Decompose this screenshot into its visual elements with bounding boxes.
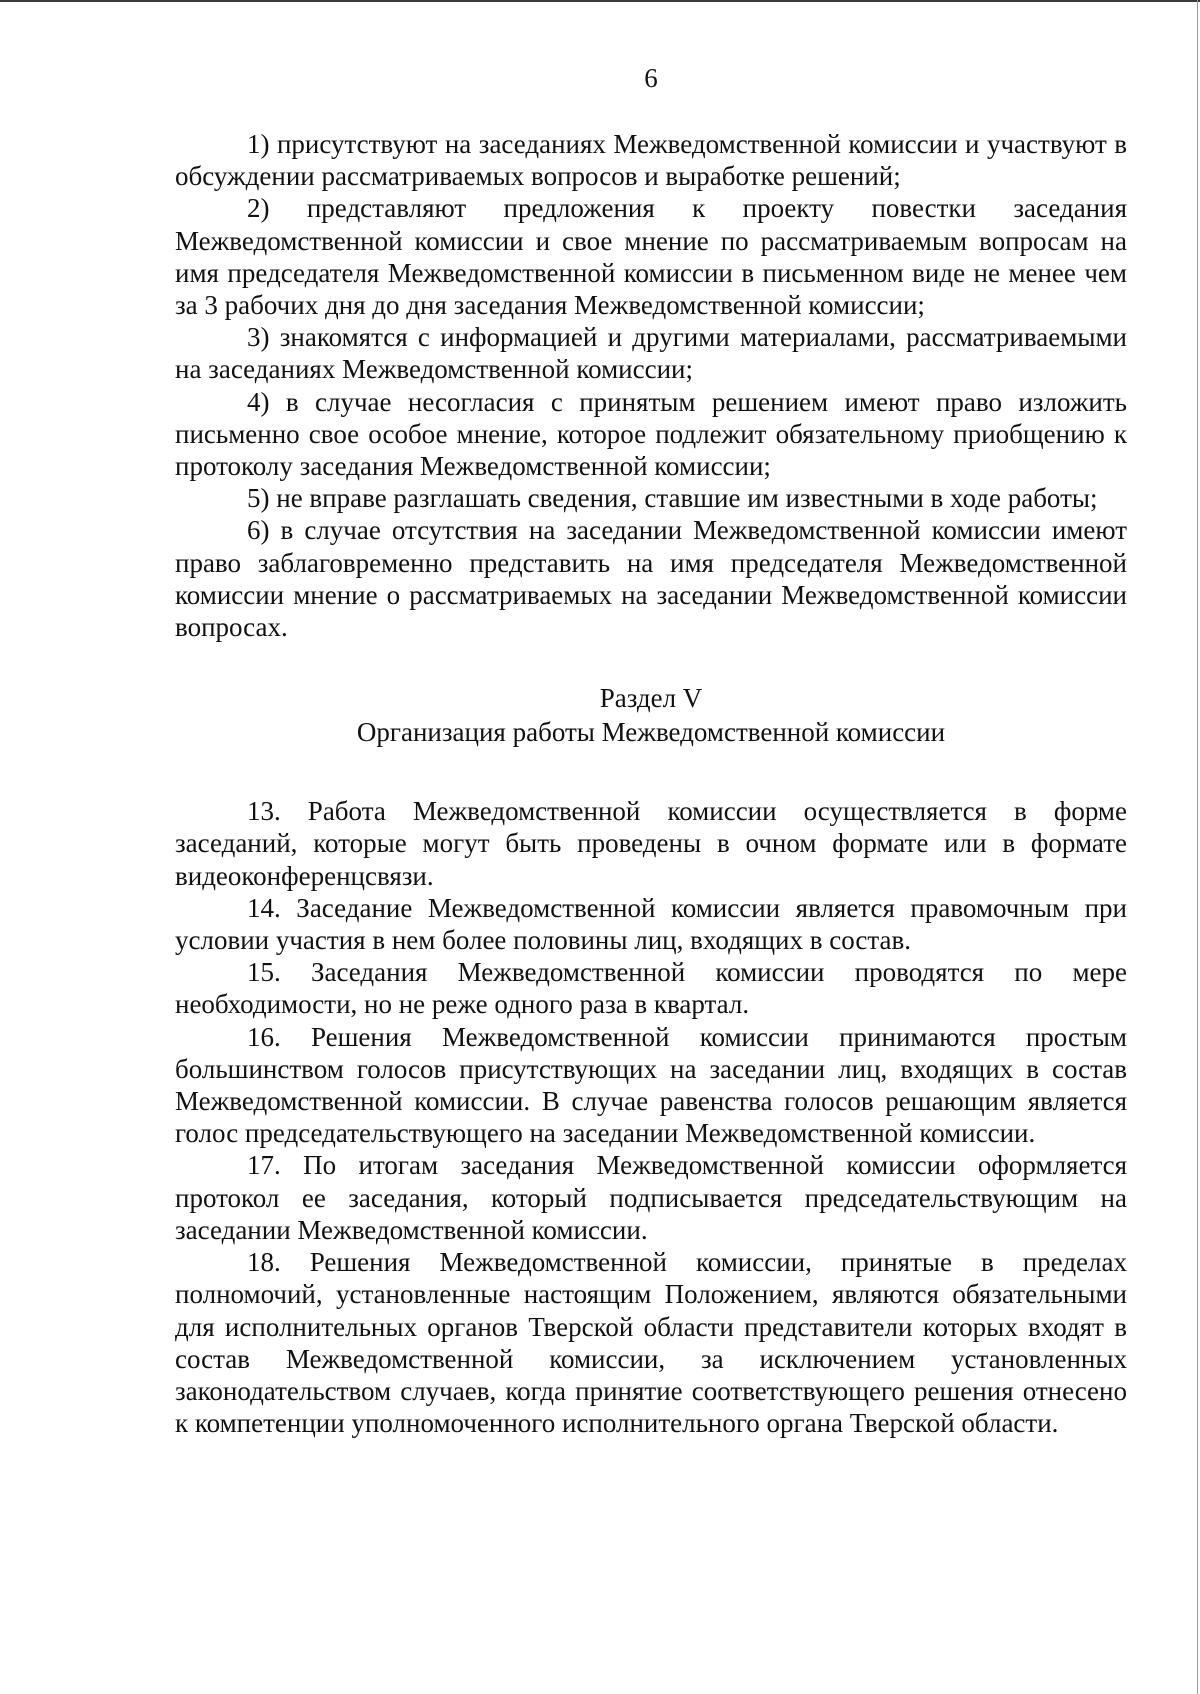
clause-18: 18. Решения Межведомственной комиссии, принятые в пределах полномочий, установленные настоящим Положением, являются обязательными для исполнительных органов Тверской области представители которых входят в состав Межведомственной комиссии, за исключением установленных законодательством случаев, когда принятие соответствующего решения отнесено к компетенции уполномоченного исполнительного органа Тверской области. bbox=[175, 1247, 1127, 1439]
scan-edge-right bbox=[1197, 0, 1198, 1694]
clauses bbox=[175, 795, 1127, 1439]
list-item: 1) присутствуют на заседаниях Межведомственной комиссии и участвуют в обсуждении рассматриваемых вопросов и выработке решений; bbox=[175, 129, 1127, 192]
list-item: 6) в случае отсутствия на заседании Межведомственной комиссии имеют право заблаговременно представить на имя председателя Межведомственной комиссии мнение о рассматриваемых на заседании Межведомственной комиссии вопросах. bbox=[175, 515, 1127, 643]
clause-15: 15. Заседания Межведомственной комиссии проводятся по мере необходимости, но не реже одного раза в квартал. bbox=[175, 957, 1127, 1020]
clause-17: 17. По итогам заседания Межведомственной комиссии оформляется протокол ее заседания, который подписывается председательствующим на заседании Межведомственной комиссии. bbox=[175, 1150, 1127, 1245]
list-item: 4) в случае несогласия с принятым решением имеют право изложить письменно свое особое мнение, которое подлежит обязательному приобщению к протоколу заседания Межведомственной комиссии; bbox=[175, 386, 1127, 482]
section-header bbox=[175, 681, 1127, 749]
list-item: 2) представляют предложения к проекту повестки заседания Межведомственной комиссии и свое мнение по рассматриваемым вопросам на имя председателя Межведомственной комиссии в письменном виде не менее чем за 3 рабочих дня до дня заседания Межведомственной комиссии; bbox=[175, 193, 1127, 321]
clause-16: 16. Решения Межведомственной комиссии принимаются простым большинством голосов присутствующих на заседании лиц, входящих в состав Межведомственной комиссии. В случае равенства голосов решающим является голос председательствующего на заседании Межведомственной комиссии. bbox=[175, 1021, 1127, 1149]
clause-13: 13. Работа Межведомственной комиссии осуществляется в форме заседаний, которые могут быть проведены в очном формате или в формате видеоконференцсвязи. bbox=[175, 796, 1127, 891]
clause-14: 14. Заседание Межведомственной комиссии является правомочным при условии участия в нем более половины лиц, входящих в состав. bbox=[175, 892, 1127, 956]
scan-edge-top bbox=[0, 0, 1200, 2]
list-item: 5) не вправе разглашать сведения, ставшие им известными в ходе работы; bbox=[247, 483, 1098, 514]
page-number: 6 bbox=[644, 63, 658, 93]
section-title: Организация работы Межведомственной комиссии bbox=[356, 717, 946, 748]
list-items bbox=[175, 128, 1127, 643]
document-page bbox=[175, 62, 1127, 1439]
list-item: 3) знакомятся с информацией и другими материалами, рассматриваемыми на заседаниях Межведомственной комиссии; bbox=[175, 322, 1127, 385]
section-number: Раздел V bbox=[599, 683, 703, 714]
